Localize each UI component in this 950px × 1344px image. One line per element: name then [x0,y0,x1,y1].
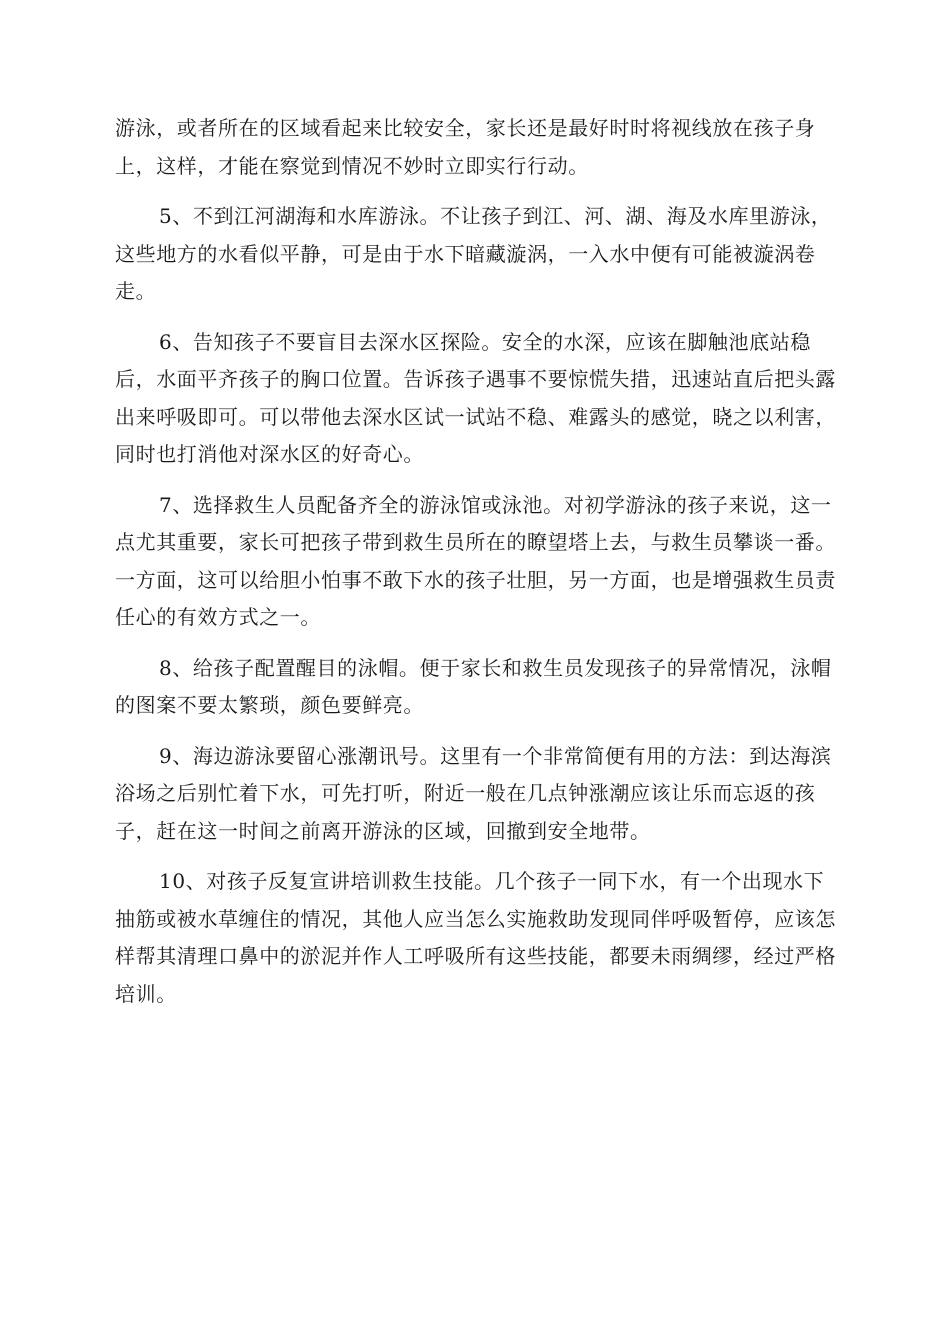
paragraph-continuation: 游泳，或者所在的区域看起来比较安全，家长还是最好时时将视线放在孩子身上，这样，才能在察觉到情况不妙时立即实行行动。 [115,116,816,178]
document-page [115,110,837,1026]
paragraph-item-8: 8、给孩子配置醒目的泳帽。便于家长和救生员发现孩子的异常情况，泳帽的图案不要太繁琐，颜色要鲜亮。 [115,655,832,717]
paragraph-item-9: 9、海边游泳要留心涨潮讯号。这里有一个非常简便有用的方法：到达海滨浴场之后别忙着下水，可先打听，附近一般在几点钟涨潮应该让乐而忘返的孩子，赶在这一时间之前离开游泳的区域，回撤到安全地带。 [115,743,832,843]
paragraph-item-5: 5、不到江河湖海和水库游泳。不让孩子到江、河、湖、海及水库里游泳，这些地方的水看似平静，可是由于水下暗藏漩涡，一入水中便有可能被漩涡卷走。 [115,204,832,303]
paragraph-item-6: 6、告知孩子不要盲目去深水区探险。安全的水深，应该在脚触池底站稳后，水面平齐孩子的胸口位置。告诉孩子遇事不要惊慌失措，迅速站直后把头露出来呼吸即可。可以带他去深水区试一试站不稳、难露头的感觉，晓之以利害，同时也打消他对深水区的好奇心。 [115,329,836,466]
paragraph-item-7: 7、选择救生人员配备齐全的游泳馆或泳池。对初学游泳的孩子来说，这一点尤其重要，家长可把孩子带到救生员所在的瞭望塔上去，与救生员攀谈一番。一方面，这可以给胆小怕事不敢下水的孩子壮胆，另一方面，也是增强救生员责任心的有效方式之一。 [115,492,836,629]
paragraph-item-10: 10、对孩子反复宣讲培训救生技能。几个孩子一同下水，有一个出现水下抽筋或被水草缠住的情况，其他人应当怎么实施救助发现同伴呼吸暂停，应该怎样帮其清理口鼻中的淤泥并作人工呼吸所有这些技能，都要未雨绸缪，经过严格培训。 [115,869,836,1006]
